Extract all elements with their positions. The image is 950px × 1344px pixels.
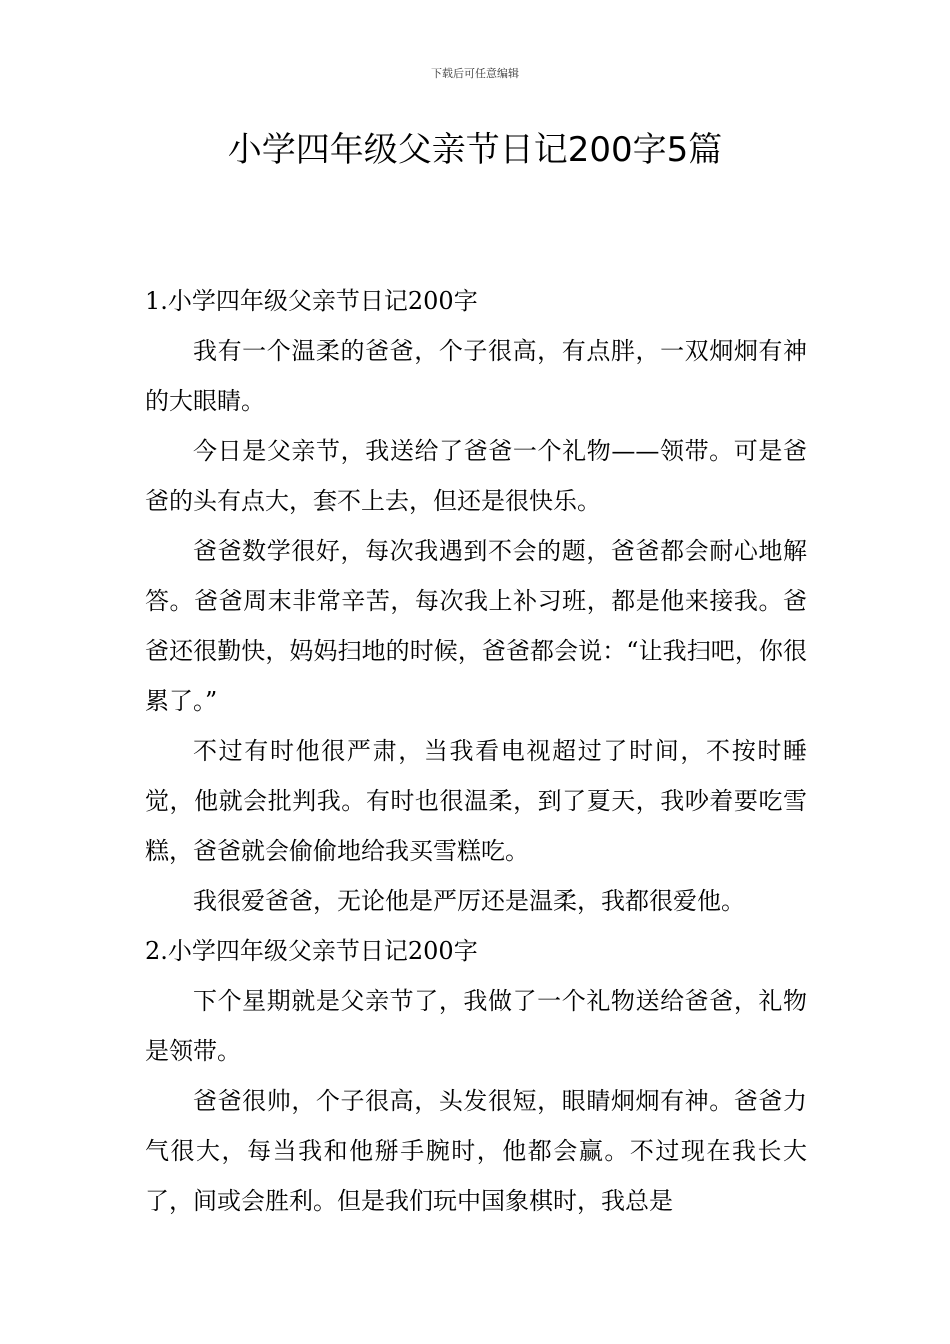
paragraph: 今日是父亲节，我送给了爸爸一个礼物——领带。可是爸爸的头有点大，套不上去，但还是很快乐。 bbox=[145, 437, 807, 515]
document-title: 小学四年级父亲节日记200字5篇 bbox=[227, 130, 723, 170]
header-note: 下载后可任意编辑 bbox=[431, 67, 519, 80]
section-2 bbox=[145, 926, 807, 1226]
paragraph: 我有一个温柔的爸爸，个子很高，有点胖，一双炯炯有神的大眼睛。 bbox=[145, 337, 807, 415]
paragraph: 我很爱爸爸，无论他是严厉还是温柔，我都很爱他。 bbox=[193, 887, 745, 915]
document-body bbox=[145, 276, 807, 1226]
paragraph: 下个星期就是父亲节了，我做了一个礼物送给爸爸，礼物是领带。 bbox=[145, 987, 807, 1065]
paragraph: 爸爸数学很好，每次我遇到不会的题，爸爸都会耐心地解答。爸爸周末非常辛苦，每次我上补习班，都是他来接我。爸爸还很勤快，妈妈扫地的时候，爸爸都会说：“让我扫吧，你很累了。” bbox=[145, 537, 807, 715]
section-heading: 2.小学四年级父亲节日记200字 bbox=[145, 937, 478, 965]
section-1 bbox=[145, 276, 807, 926]
paragraph: 不过有时他很严肃，当我看电视超过了时间，不按时睡觉，他就会批判我。有时也很温柔，到了夏天，我吵着要吃雪糕，爸爸就会偷偷地给我买雪糕吃。 bbox=[145, 737, 807, 865]
paragraph: 爸爸很帅，个子很高，头发很短，眼睛炯炯有神。爸爸力气很大，每当我和他掰手腕时，他都会赢。不过现在我长大了，间或会胜利。但是我们玩中国象棋时，我总是 bbox=[145, 1087, 807, 1215]
section-heading: 1.小学四年级父亲节日记200字 bbox=[145, 287, 478, 315]
